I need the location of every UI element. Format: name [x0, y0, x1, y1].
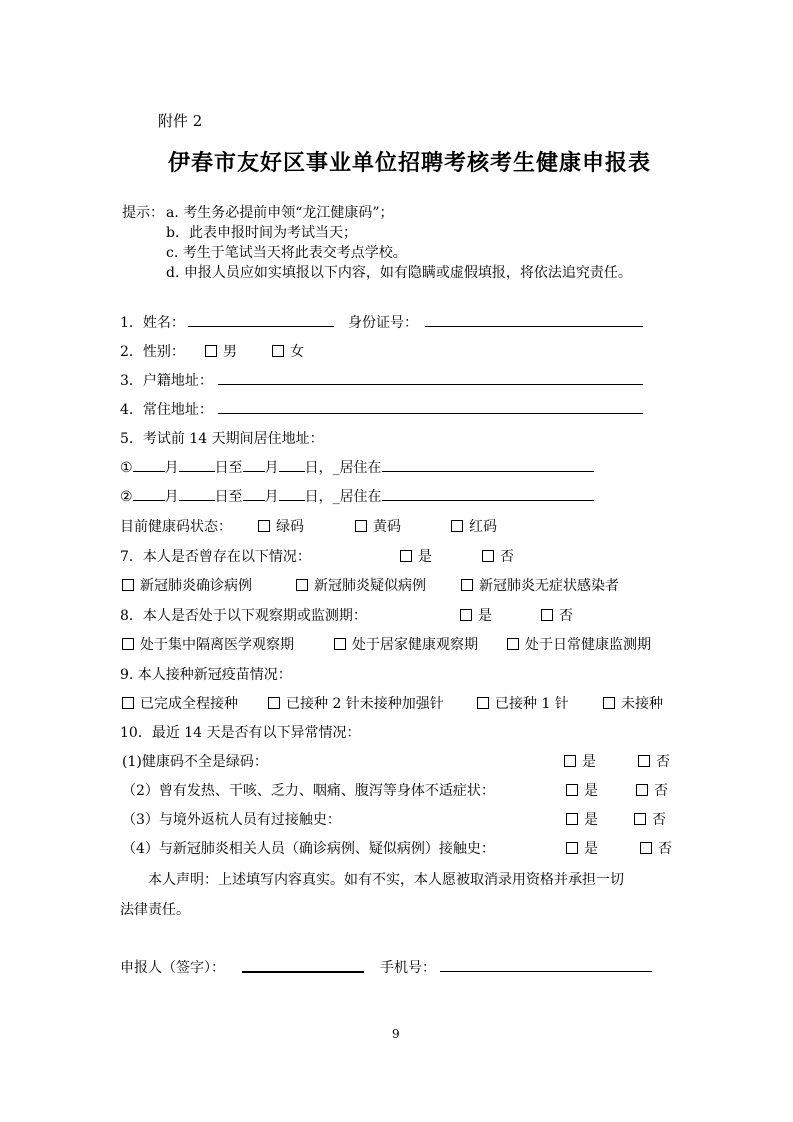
checkbox-icon[interactable] — [451, 520, 463, 532]
checkbox-icon[interactable] — [334, 638, 346, 650]
health-code-yellow[interactable]: 黄码 — [355, 516, 401, 536]
q10-item-2-yes[interactable]: 是 — [566, 780, 598, 800]
name-field[interactable] — [188, 312, 334, 327]
q7-no[interactable]: 否 — [482, 546, 514, 566]
q10-item-1-no[interactable]: 否 — [638, 751, 670, 771]
q8-no[interactable]: 否 — [541, 605, 573, 625]
q7-label: 7．本人是否曾存在以下情况： — [120, 549, 311, 565]
gender-male-option[interactable]: 男 — [205, 341, 237, 361]
checkbox-icon[interactable] — [566, 813, 578, 825]
gender-female-option[interactable]: 女 — [272, 341, 304, 361]
checkbox-icon[interactable] — [268, 697, 280, 709]
q7-option-3[interactable]: 新冠肺炎无症状感染者 — [461, 575, 619, 595]
day-field[interactable] — [279, 457, 305, 472]
q10-item-1: (1)健康码不全是绿码： — [122, 754, 268, 770]
health-code-label: 目前健康码状态： — [120, 519, 232, 535]
checkbox-icon[interactable] — [355, 520, 367, 532]
checkbox-icon[interactable] — [603, 697, 615, 709]
q10-item-4: （4）与新冠肺炎相关人员（确诊病例、疑似病例）接触史： — [122, 841, 495, 857]
residence-field[interactable] — [382, 457, 594, 472]
checkbox-icon[interactable] — [461, 579, 473, 591]
name-label: 1．姓名： — [120, 315, 185, 331]
day-field[interactable] — [179, 457, 215, 472]
q7-option-2[interactable]: 新冠肺炎疑似病例 — [296, 575, 426, 595]
q8-option-3[interactable]: 处于日常健康监测期 — [507, 634, 651, 654]
declaration-line-2: 法律责任。 — [120, 902, 190, 918]
month-field[interactable] — [133, 486, 165, 501]
q10-item-2: （2）曾有发热、干咳、乏力、咽痛、腹泻等身体不适症状： — [122, 783, 495, 799]
checkbox-icon[interactable] — [122, 579, 134, 591]
note-c: c. 考生于笔试当天将此表交考点学校。 — [166, 245, 407, 261]
id-label: 身份证号： — [348, 315, 418, 331]
applicant-signature-field[interactable] — [242, 957, 364, 973]
checkbox-icon[interactable] — [272, 345, 284, 357]
health-code-red[interactable]: 红码 — [451, 516, 497, 536]
page-title: 伊春市友好区事业单位招聘考核考生健康申报表 — [168, 151, 652, 176]
q10-item-3-yes[interactable]: 是 — [566, 809, 598, 829]
q8-option-2[interactable]: 处于居家健康观察期 — [334, 634, 478, 654]
residence-row-1: ① 月 日至 月 日，_居住在 — [120, 457, 594, 477]
note-d: d. 申报人员应如实填报以下内容，如有隐瞒或虚假填报，将依法追究责任。 — [166, 265, 632, 281]
residence-row-2: ② 月 日至 月 日，_居住在 — [120, 486, 594, 506]
declaration-line-1: 本人声明：上述填写内容真实。如有不实，本人愿被取消录用资格并承担一切 — [148, 872, 624, 888]
q7-yes[interactable]: 是 — [400, 546, 432, 566]
phone-field[interactable] — [440, 957, 652, 972]
q9-option-3[interactable]: 已接种 1 针 — [477, 693, 569, 713]
id-field[interactable] — [425, 312, 643, 327]
q10-label: 10．最近 14 天是否有以下异常情况： — [120, 725, 361, 741]
month-field[interactable] — [243, 457, 265, 472]
q8-option-1[interactable]: 处于集中隔离医学观察期 — [122, 634, 294, 654]
residence-address-field[interactable] — [218, 399, 643, 414]
checkbox-icon[interactable] — [564, 755, 576, 767]
q10-item-3: （3）与境外返杭人员有过接触史： — [122, 812, 341, 828]
checkbox-icon[interactable] — [636, 784, 648, 796]
q10-item-3-no[interactable]: 否 — [634, 809, 666, 829]
q9-option-1[interactable]: 已完成全程接种 — [122, 693, 238, 713]
checkbox-icon[interactable] — [477, 697, 489, 709]
checkbox-icon[interactable] — [541, 609, 553, 621]
q5-label: 5．考试前 14 天期间居住地址： — [120, 431, 324, 447]
checkbox-icon[interactable] — [640, 842, 652, 854]
checkbox-icon[interactable] — [482, 550, 494, 562]
checkbox-icon[interactable] — [205, 345, 217, 357]
household-address-label: 3．户籍地址： — [120, 373, 213, 389]
q7-option-1[interactable]: 新冠肺炎确诊病例 — [122, 575, 252, 595]
checkbox-icon[interactable] — [122, 638, 134, 650]
checkbox-icon[interactable] — [460, 609, 472, 621]
checkbox-icon[interactable] — [296, 579, 308, 591]
q10-item-4-yes[interactable]: 是 — [566, 838, 598, 858]
day-field[interactable] — [279, 486, 305, 501]
household-address-field[interactable] — [218, 370, 643, 385]
page-number: 9 — [392, 1027, 400, 1041]
q10-item-1-yes[interactable]: 是 — [564, 751, 596, 771]
applicant-signature-label: 申报人（签字）： — [120, 960, 225, 976]
checkbox-icon[interactable] — [634, 813, 646, 825]
q9-option-2[interactable]: 已接种 2 针未接种加强针 — [268, 693, 444, 713]
note-a: a. 考生务必提前申领“龙江健康码”； — [166, 205, 394, 221]
day-field[interactable] — [179, 486, 215, 501]
attachment-label: 附件 2 — [158, 112, 203, 130]
q9-label: 9. 本人接种新冠疫苗情况： — [120, 667, 292, 683]
month-field[interactable] — [243, 486, 265, 501]
checkbox-icon[interactable] — [566, 842, 578, 854]
gender-label: 2．性别： — [120, 344, 185, 360]
checkbox-icon[interactable] — [258, 520, 270, 532]
month-field[interactable] — [133, 457, 165, 472]
checkbox-icon[interactable] — [566, 784, 578, 796]
q10-item-4-no[interactable]: 否 — [640, 838, 672, 858]
q9-option-4[interactable]: 未接种 — [603, 693, 663, 713]
phone-label: 手机号： — [380, 960, 436, 976]
residence-field[interactable] — [382, 486, 594, 501]
q8-label: 8．本人是否处于以下观察期或监测期： — [120, 608, 367, 624]
checkbox-icon[interactable] — [507, 638, 519, 650]
q10-item-2-no[interactable]: 否 — [636, 780, 668, 800]
note-b: b．此表申报时间为考试当天； — [166, 225, 357, 241]
checkbox-icon[interactable] — [122, 697, 134, 709]
notes-label: 提示： — [122, 205, 164, 221]
q8-yes[interactable]: 是 — [460, 605, 492, 625]
health-code-green[interactable]: 绿码 — [258, 516, 304, 536]
checkbox-icon[interactable] — [638, 755, 650, 767]
residence-address-label: 4．常住地址： — [120, 402, 213, 418]
checkbox-icon[interactable] — [400, 550, 412, 562]
